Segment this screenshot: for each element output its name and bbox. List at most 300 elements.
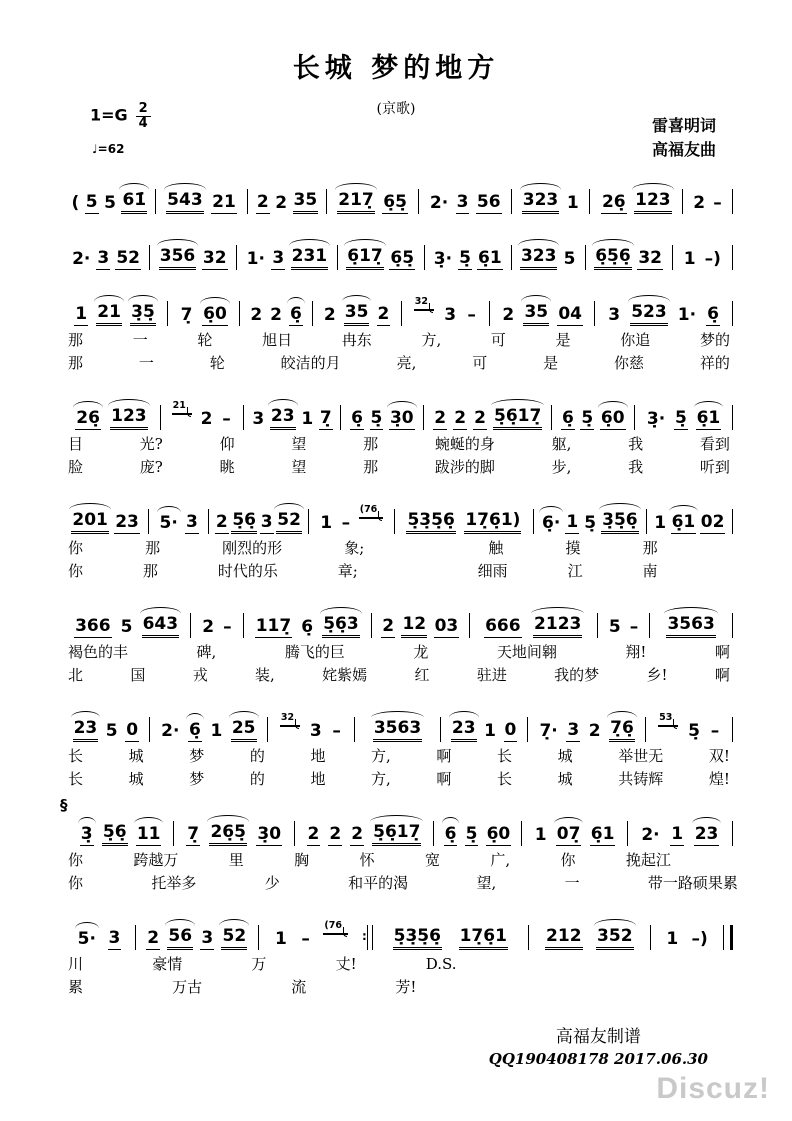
- lyric-syllable: 方,: [421, 331, 442, 349]
- measure: [339, 247, 423, 270]
- lyrics-row: [64, 560, 662, 583]
- lyric-syllable: 方,: [371, 769, 391, 788]
- note-token: 2: [377, 304, 390, 325]
- note-token: 5: [563, 249, 576, 270]
- note-token: 1: [484, 721, 496, 742]
- measure: [396, 511, 532, 534]
- lyric-syllable: 那: [68, 353, 84, 372]
- lyric-syllable: 躯,: [551, 435, 572, 453]
- note-token: 6̣: [707, 304, 719, 325]
- barline-final: [723, 925, 733, 950]
- note-token: 2: [351, 824, 364, 845]
- note-token: 6̣1: [590, 824, 615, 845]
- note-token: 323: [522, 191, 560, 214]
- barline: [308, 509, 309, 534]
- barline: [585, 245, 586, 270]
- lyric-syllable: 北: [68, 665, 84, 684]
- lyric-syllable: 共铸辉: [618, 769, 664, 788]
- music-system: [64, 698, 734, 790]
- lyric-syllable: 跋涉的脚: [434, 457, 495, 476]
- barline: [433, 821, 434, 846]
- note-token: 6̣: [189, 720, 201, 741]
- note-token: 0: [126, 720, 139, 741]
- measure: [513, 191, 588, 214]
- note-token: 2: [693, 193, 706, 214]
- engraver-contact-date: QQ190408178 2017.06.30: [488, 1050, 708, 1068]
- lyric-syllable: 我: [628, 435, 644, 453]
- lyrics-block: [64, 329, 734, 374]
- note-token: 6̣1: [696, 408, 721, 429]
- lyric-syllable: 长: [497, 769, 513, 788]
- barline: [489, 301, 490, 326]
- notes-row: [64, 226, 734, 270]
- lyric-syllable: 望,: [476, 873, 497, 892]
- note-token: 1: [210, 721, 223, 742]
- barline: [167, 301, 168, 326]
- lyrics-row: [64, 976, 420, 999]
- lyric-syllable: 的: [249, 769, 265, 788]
- barline: [424, 245, 425, 270]
- notes-row: [64, 170, 734, 214]
- barline: [371, 613, 372, 638]
- note-token: 2: [323, 305, 336, 326]
- lyrics-row: [64, 872, 742, 895]
- note-token: 35: [523, 303, 549, 326]
- barline: [155, 189, 156, 214]
- note-token: 5̣3̣5̣6̣: [406, 511, 455, 534]
- note-token: 61̇: [121, 191, 147, 214]
- note-token: 2: [270, 305, 283, 326]
- measure: [150, 513, 207, 534]
- lyric-syllable: 川: [68, 955, 84, 973]
- measure: [684, 194, 731, 214]
- measure: [245, 407, 340, 430]
- measure: [374, 927, 527, 950]
- measure: [269, 710, 353, 742]
- lyrics-block: [64, 433, 734, 478]
- measure: [175, 823, 294, 846]
- lyric-syllable: 啊: [436, 769, 452, 788]
- lyric-syllable: 时代的乐: [217, 561, 278, 580]
- barline: [511, 189, 512, 214]
- lyric-syllable: 和平的渴: [348, 873, 409, 892]
- lyric-syllable: 城: [128, 769, 144, 788]
- lyric-syllable: 步,: [551, 457, 572, 476]
- lyric-syllable: 象;: [344, 539, 365, 557]
- lyric-syllable: 那: [145, 539, 161, 557]
- measure: [151, 719, 266, 742]
- lyric-syllable: 那: [68, 331, 84, 349]
- measure: [553, 409, 633, 430]
- lyric-syllable: 啊: [436, 747, 452, 765]
- note-token: 5̣: [581, 408, 594, 429]
- lyric-syllable: 胸: [294, 851, 310, 869]
- measure: [636, 409, 731, 430]
- lyric-syllable: 章;: [337, 561, 358, 580]
- grace-note: 32: [414, 294, 434, 311]
- lyric-syllable: 一: [132, 331, 148, 349]
- key-label: 1=G: [90, 105, 128, 125]
- song-genre: (京歌): [376, 101, 416, 117]
- barline: [423, 405, 424, 430]
- barline: [527, 717, 528, 742]
- lyric-syllable: 天地间翱: [496, 643, 557, 661]
- measure: [425, 407, 550, 430]
- note-token: 6̣1: [671, 512, 696, 533]
- note-token: 2: [502, 305, 515, 326]
- lyric-syllable: 眺: [219, 457, 235, 476]
- lyric-syllable: 乡!: [646, 665, 668, 684]
- note-token: 2·: [641, 825, 660, 846]
- barline: [312, 301, 313, 326]
- note-token: 6̣0: [203, 304, 227, 325]
- music-system: [64, 282, 734, 374]
- note-token: 3: [97, 248, 110, 269]
- lyric-syllable: 城: [557, 769, 573, 788]
- lyric-syllable: 触: [488, 539, 504, 557]
- note-token: 1: [275, 929, 287, 950]
- note-token: 7̣: [187, 824, 200, 845]
- note-token: 26̣: [601, 192, 626, 213]
- barline: [732, 717, 733, 742]
- lyric-syllable: 城: [128, 747, 144, 765]
- note-token: 1·: [246, 249, 265, 270]
- lyric-syllable: 祥的: [699, 353, 730, 372]
- barline: [173, 821, 174, 846]
- credits: [652, 114, 716, 162]
- measure: [310, 502, 393, 534]
- barline: [394, 509, 395, 534]
- note-token: 3: [444, 305, 457, 326]
- lyric-syllable: 目: [68, 435, 84, 453]
- lyric-syllable: 累: [68, 977, 84, 996]
- music-system: [60, 796, 738, 894]
- note-token: 6̣17̣: [346, 247, 384, 270]
- measure: [249, 191, 324, 214]
- barline: [354, 717, 355, 742]
- note-token: 2·: [161, 721, 180, 742]
- measure: [529, 719, 644, 742]
- note-token: 7̣·: [539, 721, 558, 742]
- key-signature: [90, 102, 151, 130]
- time-numerator: 2: [136, 102, 151, 117]
- note-token: 2: [588, 721, 601, 742]
- lyric-syllable: 听到: [699, 457, 730, 476]
- lyric-syllable: 那: [642, 539, 658, 557]
- measure: [535, 511, 645, 534]
- note-token: 2: [434, 408, 447, 429]
- note-token: 3: [186, 512, 198, 533]
- note-token: 323: [520, 247, 558, 270]
- lyric-syllable: 地: [310, 769, 326, 788]
- note-token: 3: [567, 720, 580, 741]
- note-token: 1: [75, 304, 88, 325]
- note-token: 3: [272, 248, 285, 269]
- note-token: 07̣: [556, 824, 581, 845]
- lyric-syllable: 丈!: [335, 955, 357, 973]
- note-token: 2: [250, 305, 263, 326]
- grace-note: 32: [280, 710, 300, 727]
- note-token: 6̣1: [478, 248, 502, 269]
- measure: [70, 823, 172, 846]
- note-token: 03: [434, 616, 459, 637]
- note-token: 35: [344, 303, 370, 326]
- note-token: 23: [270, 407, 296, 430]
- note-token: 56: [476, 192, 501, 213]
- measure: [64, 929, 134, 950]
- note-token: 7̣: [180, 305, 193, 326]
- lyric-syllable: 你: [68, 561, 84, 580]
- barline: [337, 245, 338, 270]
- note-token: 3: [309, 721, 322, 742]
- lyrics-row: [64, 329, 734, 352]
- barline: [469, 613, 470, 638]
- note-token: 3: [456, 192, 469, 213]
- note-token: 23: [115, 512, 139, 533]
- lyric-syllable: 梦: [189, 747, 205, 765]
- note-token: 5: [104, 193, 116, 214]
- note-token: 2·: [72, 249, 91, 270]
- note-token: 52: [221, 927, 247, 950]
- note-token: 3̣·: [646, 409, 666, 430]
- lyric-syllable: 驻进: [476, 665, 507, 684]
- music-system: [64, 490, 734, 582]
- note-token: 1: [566, 512, 579, 533]
- music-system: [64, 226, 734, 270]
- barline: [247, 189, 248, 214]
- lyric-syllable: 带一路硕果累: [647, 873, 738, 892]
- note-token: 6̣5̣6̣: [594, 247, 632, 270]
- note-token: 3563: [666, 615, 715, 638]
- note-token: 5̣: [688, 721, 700, 742]
- note-token: 1: [671, 824, 684, 845]
- lyric-syllable: 方,: [371, 747, 391, 765]
- note-token: 6̣: [301, 617, 314, 638]
- lyric-syllable: 那: [363, 457, 379, 476]
- note-token: 3̣0: [389, 408, 414, 429]
- lyric-syllable: 你: [560, 851, 576, 869]
- note-token: 6̣: [444, 824, 457, 845]
- lyric-syllable: 你: [68, 873, 84, 892]
- measure: [587, 247, 671, 270]
- grace-note: 21: [172, 398, 192, 415]
- measure: [137, 927, 257, 950]
- measure: [192, 618, 241, 638]
- note-token: 231: [291, 247, 329, 270]
- measure: [64, 249, 148, 270]
- note-token: 6̣·: [542, 513, 561, 534]
- barline: [634, 405, 635, 430]
- barline: [267, 717, 268, 742]
- notes-row: [64, 490, 734, 534]
- lyric-syllable: 红: [414, 665, 430, 684]
- note-token: 2: [454, 408, 467, 429]
- lyric-syllable: 你: [68, 851, 84, 869]
- lyric-syllable: 望: [291, 457, 307, 476]
- note-token: 3̣5̣6̣: [601, 511, 639, 534]
- barline: [732, 405, 733, 430]
- note-token: 1: [566, 193, 579, 214]
- measure: [210, 511, 306, 534]
- measure: [314, 303, 400, 326]
- measure: [157, 191, 247, 214]
- note-token: 6̣: [289, 304, 302, 325]
- note-token: 7̣: [319, 408, 332, 429]
- barline: [243, 405, 244, 430]
- measure: [64, 615, 189, 638]
- note-token: 2·: [429, 193, 449, 214]
- measure: [471, 615, 596, 638]
- barline: [340, 405, 341, 430]
- lyric-syllable: 宽: [424, 851, 440, 869]
- lyrics-block: [64, 849, 738, 894]
- note-token: 5̣: [584, 513, 597, 534]
- barline: [589, 189, 590, 214]
- lyric-syllable: 你追: [620, 331, 651, 349]
- note-token: 52: [276, 511, 302, 534]
- note-token: 32: [638, 248, 662, 269]
- measure: [530, 927, 650, 950]
- note-token: 3: [201, 928, 214, 949]
- lyric-syllable: 可: [490, 331, 506, 349]
- barline: [732, 245, 733, 270]
- measure: [373, 615, 468, 638]
- lyric-syllable: 长: [497, 747, 513, 765]
- barline: [672, 245, 673, 270]
- note-token: 21: [212, 192, 236, 213]
- note-token: 26̣5̣: [209, 823, 247, 846]
- lyric-syllable: 一: [138, 353, 154, 372]
- lyrics-row: [64, 641, 734, 664]
- note-token: 2: [202, 617, 215, 638]
- note-token: 32: [202, 248, 227, 269]
- note-token: 17̣6̣1): [464, 511, 521, 534]
- note-token: 23: [694, 824, 719, 845]
- barline: [732, 613, 733, 638]
- measure: [260, 918, 363, 950]
- barline: [645, 717, 646, 742]
- measure: [652, 930, 722, 950]
- note-token: 2: [256, 192, 269, 213]
- note-token: –: [710, 721, 720, 742]
- note-token: 6̣: [561, 408, 574, 429]
- lyrics-row: [64, 537, 662, 560]
- lyric-syllable: 长: [68, 747, 84, 765]
- note-token: 5̣: [465, 824, 478, 845]
- lyricist-credit: 雷喜明词: [651, 116, 716, 135]
- lyrics-row: [64, 768, 734, 791]
- music-system: [64, 386, 734, 478]
- lyric-syllable: 怀: [359, 851, 375, 869]
- barline: [551, 405, 552, 430]
- note-token: –: [341, 513, 351, 534]
- note-token: 02: [700, 512, 725, 533]
- barline: [511, 245, 512, 270]
- lyric-syllable: 我: [628, 457, 644, 476]
- note-token: 5̣: [459, 248, 471, 269]
- note-token: 12: [401, 615, 427, 638]
- barline: [190, 613, 191, 638]
- barline: [732, 189, 733, 214]
- lyric-syllable: 里: [228, 851, 244, 869]
- repeat-dots: ∶: [362, 930, 367, 944]
- lyric-syllable: 仰: [219, 435, 235, 453]
- lyric-syllable: 姹紫嫣: [322, 665, 368, 684]
- barline: [149, 245, 150, 270]
- barline: [401, 301, 402, 326]
- notes-row: [64, 698, 734, 742]
- lyrics-row: [64, 433, 734, 456]
- barline: [243, 613, 244, 638]
- lyric-syllable: 望: [291, 435, 307, 453]
- barline: [148, 509, 149, 534]
- measure: [296, 823, 431, 846]
- lyric-syllable: 你: [68, 539, 84, 557]
- note-token: 1: [666, 929, 679, 950]
- lyrics-row: [64, 664, 734, 687]
- note-token: –): [704, 249, 721, 270]
- measure: [403, 294, 489, 326]
- barline: [682, 189, 683, 214]
- lyrics-block: [64, 537, 734, 582]
- measure: [596, 303, 731, 326]
- grace-note: (76: [323, 918, 348, 935]
- note-token: 123: [110, 407, 148, 430]
- measure: [245, 615, 370, 638]
- song-title: 长城 梦的地方: [292, 53, 500, 84]
- lyrics-block: [64, 953, 734, 998]
- measure: [64, 511, 147, 534]
- lyrics-row: [64, 745, 734, 768]
- lyric-syllable: 那: [142, 561, 158, 580]
- lyric-syllable: 刚烈的形: [222, 539, 283, 557]
- barline: [528, 925, 529, 950]
- note-token: 5̣6̣: [102, 823, 128, 846]
- discuz-watermark: Discuz!: [656, 1072, 770, 1105]
- measure: [591, 191, 681, 214]
- note-token: 5: [120, 617, 133, 638]
- barline: [533, 509, 534, 534]
- lyric-syllable: 旭日: [262, 331, 293, 349]
- lyric-syllable: 碑,: [196, 643, 217, 661]
- lyric-syllable: 城: [557, 747, 573, 765]
- barline: [732, 509, 733, 534]
- note-token: 352: [596, 927, 634, 950]
- note-token: 2: [215, 512, 228, 533]
- note-token: 117̣: [255, 616, 292, 637]
- note-token: 35: [293, 191, 319, 214]
- note-token: –: [713, 193, 722, 214]
- note-token: 5·: [77, 929, 96, 950]
- barline: [440, 717, 441, 742]
- note-token: 21: [96, 303, 122, 326]
- note-token: 2: [200, 409, 213, 430]
- lyric-syllable: 你慈: [614, 353, 645, 372]
- lyric-syllable: 我的梦: [554, 665, 600, 684]
- note-token: 04: [558, 304, 582, 325]
- note-token: 3̣5̣: [130, 303, 156, 326]
- music-system: [64, 170, 734, 214]
- note-token: 1·: [677, 305, 697, 326]
- lyric-syllable: 广,: [490, 851, 511, 869]
- barline: [258, 925, 259, 950]
- header: [0, 0, 792, 118]
- measure: [629, 825, 731, 846]
- lyric-syllable: 万古: [172, 977, 203, 996]
- note-token: –: [467, 305, 476, 326]
- lyric-syllable: 双!: [708, 747, 730, 765]
- lyric-syllable: 啊: [714, 665, 730, 684]
